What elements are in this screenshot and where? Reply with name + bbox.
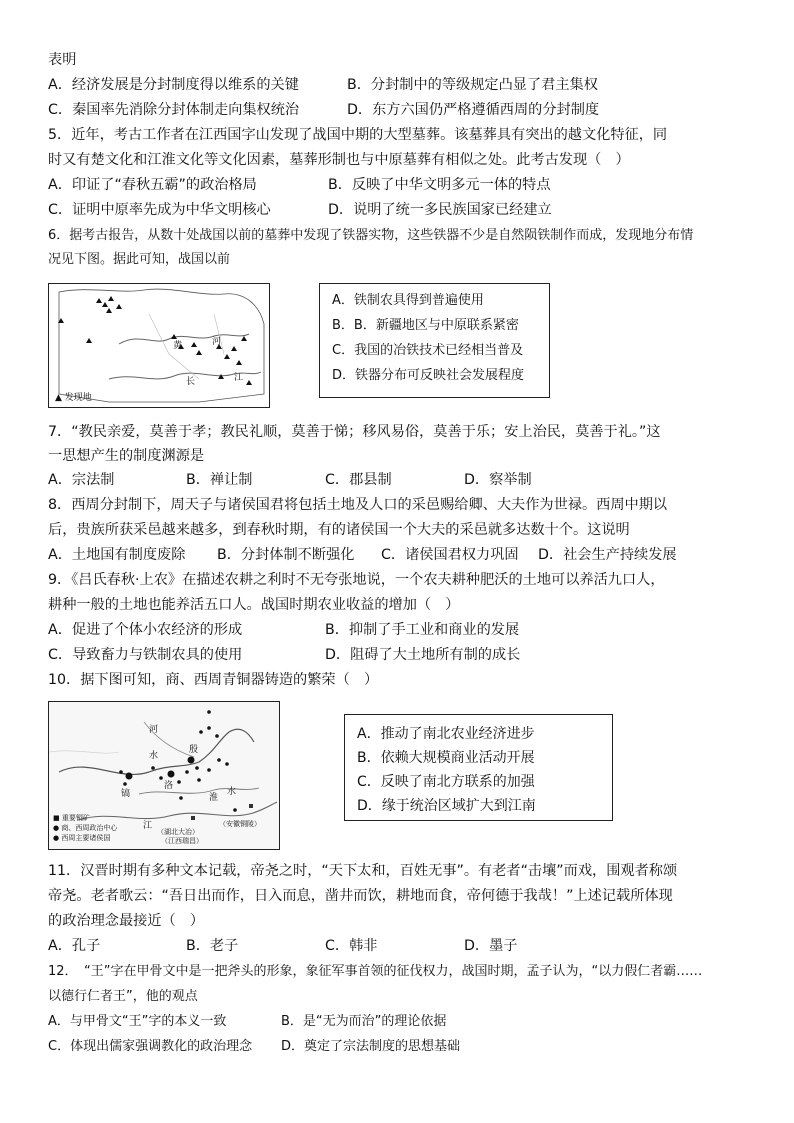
q10-map-label-huai: 淮 (209, 793, 219, 803)
q10-map-label-jiang: 江 (143, 821, 153, 831)
find-site-marker (196, 350, 202, 355)
vassal-state-marker (215, 734, 219, 738)
vassal-state-marker (207, 710, 211, 714)
q10-map-label-hao: 镐 (121, 789, 131, 799)
find-site-marker (191, 342, 197, 347)
q6-map-label-huang: 黄 (173, 341, 183, 351)
q9-stem-line-2: 耕种一般的土地也能养活五口人。战国时期农业收益的增加（ ） (48, 597, 460, 613)
q9-options-row-1 (48, 620, 519, 640)
find-site-marker (236, 360, 242, 365)
vassal-state-marker (151, 766, 155, 770)
q10-map-label-daye: （湖北大冶） (157, 828, 199, 836)
q4-option-b[interactable]: B．分封制中的等级规定凸显了君主集权 (347, 77, 598, 93)
q7-option-b[interactable]: B．禅让制 (186, 472, 253, 488)
q7-option-a[interactable]: A．宗法制 (48, 472, 115, 488)
q11-stem-line-3: 的政治理念最接近（ ） (48, 913, 205, 929)
vassal-state-marker (185, 770, 189, 774)
q10-bronze-map (48, 701, 280, 850)
q9-option-d[interactable]: D．阻碍了大土地所有制的成长 (325, 647, 521, 663)
q12-stem-line-2: 以德行仁者王”，他的观点 (48, 989, 198, 1004)
q7-stem-line-2: 一思想产生的制度渊源是 (48, 448, 205, 464)
q6-map-svg (49, 284, 269, 407)
q10-option-d[interactable]: D．缘于统治区域扩大到江南 (357, 798, 536, 814)
find-site-marker (241, 336, 247, 341)
q6-stem-line-2: 况见下图。据此可知，战国以前 (48, 252, 231, 267)
q10-map-label-he: 河 (149, 725, 159, 735)
text-line: 表明 (48, 52, 77, 68)
q10-option-a[interactable]: A．推动了南北农业经济进步 (357, 726, 535, 742)
q6-map-label-chang: 长 (186, 377, 196, 387)
q8-option-c[interactable]: C．诸侯国君权力巩固 (381, 547, 519, 563)
q9-option-b[interactable]: B．抑制了手工业和商业的发展 (325, 622, 520, 638)
q10-map-legend-center: ● 商、西周政治中心 (53, 824, 118, 832)
q9-stem-line-1: 9．《吕氏春秋·上农》在描述农耕之利时不无夸张地说，一个农夫耕种肥沃的土地可以养活九口人， (48, 572, 665, 588)
vassal-state-marker (207, 768, 211, 772)
vassal-state-marker (199, 730, 203, 734)
q8-stem-line-2: 后，贵族所获采邑越来越多，到春秋时期，有的诸侯国一个大夫的采邑就多达数十个。这说明 (48, 522, 630, 538)
q5-option-c[interactable]: C．证明中原率先成为中华文明核心 (48, 202, 271, 218)
find-site-marker (96, 298, 102, 303)
q10-stem-line-1: 10．据下图可知，商、西周青铜器铸造的繁荣（ ） (48, 672, 379, 688)
q5-options-row-2 (48, 200, 552, 220)
find-site-marker (246, 380, 252, 385)
q12-stem-line-1: 12． “王”字在甲骨文中是一把斧头的形象，象征军事首领的征伐权力，战国时期，孟子认为，“以力假仁者霸…… (48, 964, 703, 979)
q10-map-label-ruichang: （江西瑞昌） (161, 837, 203, 845)
vassal-state-marker (179, 796, 183, 800)
q10-map-label-tongling: （安徽铜陵） (219, 820, 261, 828)
q12-options-row-1 (48, 1012, 446, 1032)
q12-option-d[interactable]: D．奠定了宗法制度的思想基础 (281, 1039, 461, 1054)
q6-iron-distribution-map (48, 283, 270, 408)
q6-option-a[interactable]: A．铁制农具得到普遍使用 (332, 293, 484, 308)
q10-map-svg (49, 702, 279, 849)
vassal-state-marker (123, 782, 127, 786)
vassal-state-marker (225, 762, 229, 766)
q6-stem-line-1: 6．据考古报告，从数十处战国以前的墓葬中发现了铁器实物，这些铁器不少是自然陨铁制作而成，发现地分布情 (48, 228, 694, 243)
q8-option-a[interactable]: A．土地国有制度废除 (48, 547, 186, 563)
vassal-state-marker (177, 780, 181, 784)
q11-stem-line-1: 11．汉晋时期有多种文本记载，帝尧之时，“天下太和，百姓无事”。有老者“击壤”而戏，围观者称颂 (48, 863, 678, 879)
political-center-yin (188, 757, 195, 764)
q12-options-row-2 (48, 1037, 460, 1057)
vassal-state-marker (197, 778, 201, 782)
q7-options-row (48, 470, 532, 490)
q10-option-b[interactable]: B．依赖大规模商业活动开展 (357, 750, 535, 766)
political-center-luo (168, 771, 175, 778)
political-center-hao (126, 773, 133, 780)
copper-mine-marker (191, 816, 195, 820)
q7-stem-line-1: 7．“教民亲爱，莫善于孝；教民礼顺，莫善于悌；移风易俗，莫善于乐；安上治民，莫善于礼。”这 (48, 424, 661, 440)
find-site-marker (231, 346, 237, 351)
q9-option-a[interactable]: A．促进了个体小农经济的形成 (48, 622, 243, 638)
q5-option-a[interactable]: A．印证了“春秋五霸”的政治格局 (48, 177, 257, 193)
q4-options-row-2 (48, 100, 599, 120)
q9-options-row-2 (48, 645, 520, 665)
q10-map-label-shui: 水 (149, 751, 159, 761)
q6-option-c[interactable]: C．我国的冶铁技术已经相当普及 (332, 343, 524, 358)
q10-option-c[interactable]: C．反映了南北方联系的加强 (357, 774, 535, 790)
vassal-state-marker (159, 776, 163, 780)
q6-yellow-river (119, 334, 249, 344)
q5-stem-line-2: 时又有楚文化和江淮文化等文化因素，墓葬形制也与中原墓葬有相似之处。此考古发现（ ） (48, 152, 630, 168)
vassal-state-marker (119, 770, 123, 774)
q6-option-b[interactable]: B．B．新疆地区与中原联系紧密 (332, 318, 519, 333)
q9-option-c[interactable]: C．导致畜力与铁制农具的使用 (48, 647, 243, 663)
q6-map-border (59, 289, 264, 402)
vassal-state-marker (233, 808, 237, 812)
find-site-marker (218, 374, 224, 379)
q5-stem-line-1: 5．近年，考古工作者在江西国字山发现了战国中期的大型墓葬。该墓葬具有突出的越文化特征，同 (48, 127, 668, 143)
q8-options-row (48, 545, 677, 565)
q4-option-c[interactable]: C．秦国率先消除分封体制走向集权统治 (48, 102, 300, 118)
q5-options-row-1 (48, 175, 551, 195)
q11-option-c[interactable]: C．韩非 (325, 938, 378, 954)
q11-options-row (48, 936, 518, 956)
vassal-state-marker (207, 726, 211, 730)
q12-option-a[interactable]: A．与甲骨文“王”字的本义一致 (48, 1014, 227, 1029)
vassal-state-marker (217, 758, 221, 762)
q4-option-d[interactable]: D．东方六国仍严格遵循西周的分封制度 (347, 102, 600, 118)
q12-option-b[interactable]: B．是“无为而治”的理论依据 (281, 1014, 447, 1029)
find-site-marker (102, 302, 108, 307)
find-site-marker (108, 296, 114, 301)
q10-map-label-luo: 洛 (164, 781, 174, 791)
find-site-marker (106, 308, 112, 313)
q10-map-legend-vassal: ● 西周主要诸侯国 (53, 834, 111, 842)
q6-option-d[interactable]: D．铁器分布可反映社会发展程度 (332, 368, 525, 383)
q5-option-b[interactable]: B．反映了中华文明多元一体的特点 (328, 177, 551, 193)
q10-options-box (344, 714, 613, 821)
q11-option-d[interactable]: D．墨子 (464, 938, 518, 954)
q6-options-box (319, 283, 550, 398)
find-site-marker (224, 354, 230, 359)
q6-map-legend: ▲ 发现地 (55, 393, 92, 403)
vassal-state-marker (195, 766, 199, 770)
find-site-marker (86, 338, 92, 343)
q11-option-a[interactable]: A．孔子 (48, 938, 101, 954)
q4-options-row-1 (48, 75, 598, 95)
q11-stem-line-2: 帝尧。老者歌云：“吾日出而作，日入而息，凿井而饮，耕地而食，帝何德于我哉！”上述记载所体现 (48, 888, 673, 904)
q11-option-b[interactable]: B．老子 (186, 938, 239, 954)
q8-option-b[interactable]: B．分封体制不断强化 (217, 547, 355, 563)
copper-mine-marker (249, 804, 253, 808)
q12-option-c[interactable]: C．体现出儒家强调教化的政治理念 (48, 1039, 253, 1054)
q8-option-d[interactable]: D．社会生产持续发展 (538, 547, 677, 563)
q5-option-d[interactable]: D．说明了统一多民族国家已经建立 (328, 202, 552, 218)
q10-map-label-shui2: 水 (227, 787, 237, 797)
q8-stem-line-1: 8．西周分封制下，周天子与诸侯国君将包括土地及人口的采邑赐给卿、大夫作为世禄。西周中期以 (48, 497, 668, 513)
q6-map-label-he: 河 (212, 337, 222, 347)
q10-map-label-yin: 殷 (189, 745, 199, 755)
q7-option-c[interactable]: C．郡县制 (325, 472, 392, 488)
q4-option-a[interactable]: A．经济发展是分封制度得以维系的关键 (48, 77, 299, 93)
q6-map-label-jiang: 江 (234, 373, 244, 383)
find-site-marker (116, 304, 122, 309)
q10-map-legend-mine: ■ 重要铜矿 (53, 814, 90, 822)
q7-option-d[interactable]: D．察举制 (464, 472, 532, 488)
